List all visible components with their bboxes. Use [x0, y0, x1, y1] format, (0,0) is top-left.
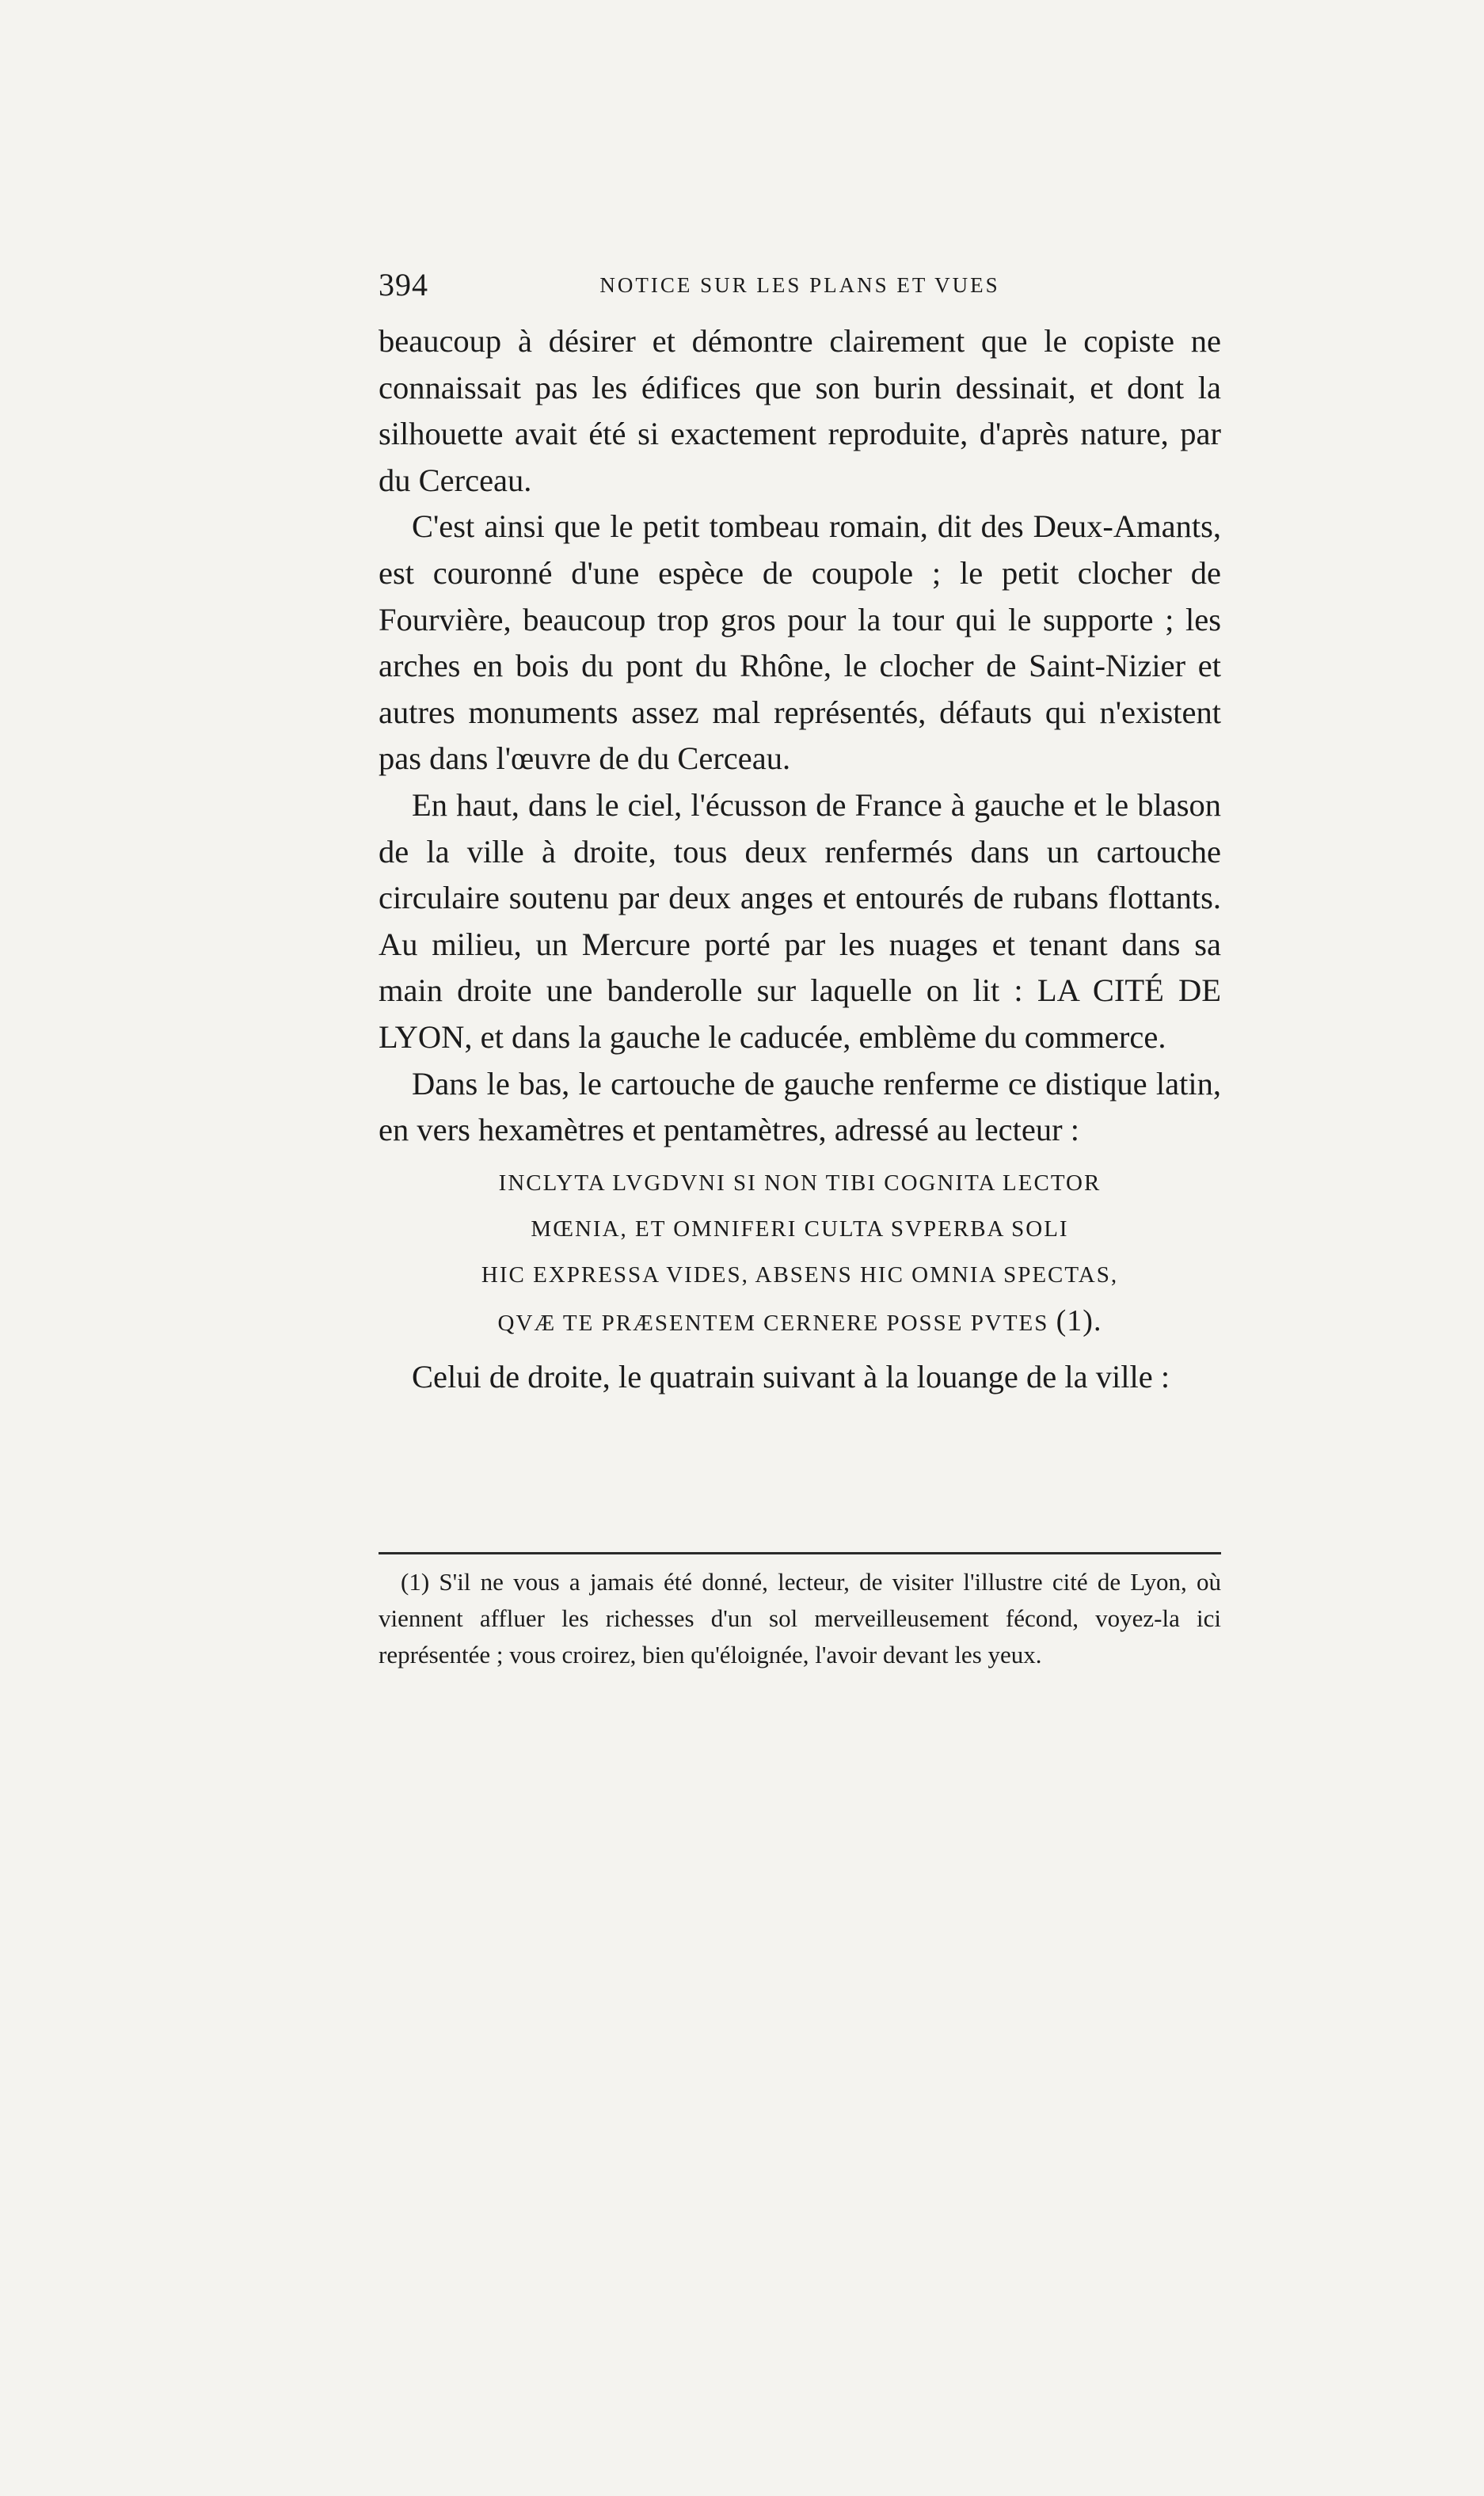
verse-line: INCLYTA LVGDVNI SI NON TIBI COGNITA LECTOR [498, 1170, 1102, 1196]
verse-line: HIC EXPRESSA VIDES, ABSENS HIC OMNIA SPECTAS, [481, 1261, 1119, 1288]
verse-line-last [379, 1298, 1221, 1346]
body-text [379, 318, 1221, 1400]
page-header [379, 261, 1221, 309]
running-title: NOTICE SUR LES PLANS ET VUES [599, 273, 1000, 297]
footnote-reference: (1). [1056, 1303, 1102, 1337]
latin-distich [379, 1160, 1221, 1346]
paragraph-deux-amants: C'est ainsi que le petit tombeau romain, dit des Deux-Amants, est couronné d'une espèce de coupole ; le petit clocher de Fourvière, beaucoup trop gros pour la tour qui le supporte ; les arches en bois du pont du Rhône, le clocher de Saint-Nizier et autres monuments assez mal représentés, défauts qui n'existent pas dans l'œuvre de du Cerceau. [379, 508, 1221, 777]
page-number: 394 [379, 267, 428, 302]
paragraph-celui-de-droite: Celui de droite, le quatrain suivant à la louange de la ville : [412, 1358, 1170, 1394]
verse-line: MŒNIA, ET OMNIFERI CULTA SVPERBA SOLI [531, 1216, 1069, 1242]
paragraph-continuation: beaucoup à désirer et démontre clairement que le copiste ne connaissait pas les édifices que son burin dessinait, et dont la silhouette avait été si exactement reproduite, d'après nature, par du Cerceau. [379, 323, 1221, 498]
verse-line-text: QVÆ TE PRÆSENTEM CERNERE POSSE PVTES [497, 1310, 1049, 1336]
paragraph-en-haut: En haut, dans le ciel, l'écusson de France à gauche et le blason de la ville à droite, tous deux renfermés dans un cartouche circulaire soutenu par deux anges et entourés de rubans flottants. Au milieu, un Mercure porté par les nuages et tenant dans sa main droite une banderolle sur laquelle on lit : LA CITÉ DE LYON, et dans la gauche le caducée, emblème du commerce. [379, 786, 1221, 1055]
paragraph-dans-le-bas: Dans le bas, le cartouche de gauche renferme ce distique latin, en vers hexamètres et pentamètres, adressé au lecteur : [379, 1065, 1221, 1148]
footnote-divider [379, 1552, 1221, 1554]
footnote: (1) S'il ne vous a jamais été donné, lecteur, de visiter l'illustre cité de Lyon, où viennent affluer les richesses d'un sol merveilleusement fécond, voyez-la ici représentée ; vous croirez, bien qu'éloignée, l'avoir devant les yeux. [379, 1568, 1221, 1668]
